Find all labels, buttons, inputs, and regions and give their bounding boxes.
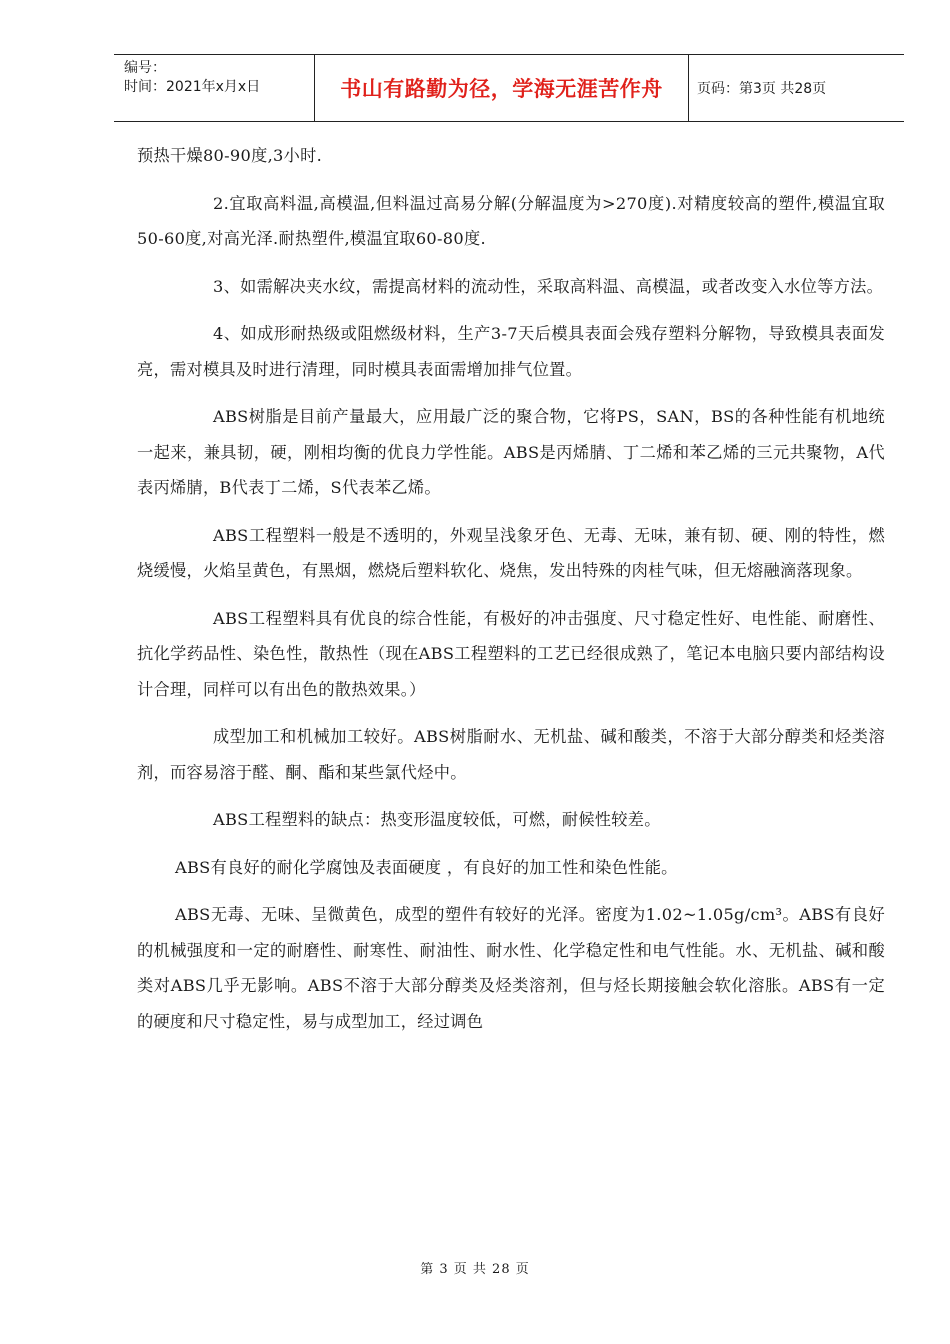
paragraph-abs-properties: ABS工程塑料具有优良的综合性能，有极好的冲击强度、尺寸稳定性好、电性能、耐磨性、抗化学药品性、染色性，散热性（现在ABS工程塑料的工艺已经很成熟了，笔记本电脑只要内部结构设计合理，同样可以有出色的散热效果。）: [137, 608, 885, 699]
paragraph-step-3: 3、如需解决夹水纹，需提高材料的流动性，采取高料温、高模温，或者改变入水位等方法。: [213, 276, 884, 296]
paragraph-abs-intro: ABS树脂是目前产量最大，应用最广泛的聚合物，它将PS，SAN，BS的各种性能有机地统一起来，兼具韧，硬，刚相均衡的优良力学性能。ABS是丙烯腈、丁二烯和苯乙烯的三元共聚物，A代表丙烯腈，B代表丁二烯，S代表苯乙烯。: [137, 407, 885, 497]
paragraph-abs-appearance: ABS工程塑料一般是不透明的，外观呈浅象牙色、无毒、无味，兼有韧、硬、刚的特性，燃烧缓慢，火焰呈黄色，有黑烟，燃烧后塑料软化、烧焦，发出特殊的肉桂气味，但无熔融滴落现象。: [137, 525, 885, 580]
document-date: 时间：2021年x月x日: [124, 79, 261, 95]
paragraph-abs-physical: ABS无毒、无味、呈微黄色，成型的塑件有较好的光泽。密度为1.02~1.05g/cm³。ABS有良好的机械强度和一定的耐磨性、耐寒性、耐油性、耐水性、化学稳定性和电气性能。水、无机盐、碱和酸类对ABS几乎无影响。ABS不溶于大部分醇类及烃类溶剂，但与烃长期接触会软化溶胀。ABS有一定的硬度和尺寸稳定性，易与成型加工，经过调色: [137, 905, 885, 1031]
paragraph-abs-chemical: ABS有良好的耐化学腐蚀及表面硬度 ，有良好的加工性和染色性能。: [175, 857, 678, 877]
header-meta: [114, 55, 314, 121]
page-header: [114, 54, 904, 122]
paragraph-step-2: 2.宜取高料温,高模温,但料温过高易分解(分解温度为>270度).对精度较高的塑件,模温宜取50-60度,对高光泽.耐热塑件,模温宜取60-80度.: [137, 193, 885, 248]
page-footer: 第 3 页 共 28 页: [420, 1262, 530, 1277]
header-page-info: 页码：第3页 共28页: [697, 81, 827, 97]
header-motto: 书山有路勤为径，学海无涯苦作舟: [314, 55, 689, 121]
paragraph-step-4: 4、如成形耐热级或阻燃级材料，生产3-7天后模具表面会残存塑料分解物，导致模具表面发亮，需对模具及时进行清理，同时模具表面需增加排气位置。: [137, 324, 885, 379]
paragraph-abs-processing: 成型加工和机械加工较好。ABS树脂耐水、无机盐、碱和酸类，不溶于大部分醇类和烃类溶剂，而容易溶于醛、酮、酯和某些氯代烃中。: [137, 727, 885, 782]
document-number-label: 编号：: [124, 60, 166, 76]
document-body: [137, 138, 885, 1051]
paragraph-preheat: 预热干燥80-90度,3小时.: [137, 146, 323, 165]
paragraph-abs-drawbacks: ABS工程塑料的缺点：热变形温度较低，可燃，耐候性较差。: [213, 810, 661, 829]
